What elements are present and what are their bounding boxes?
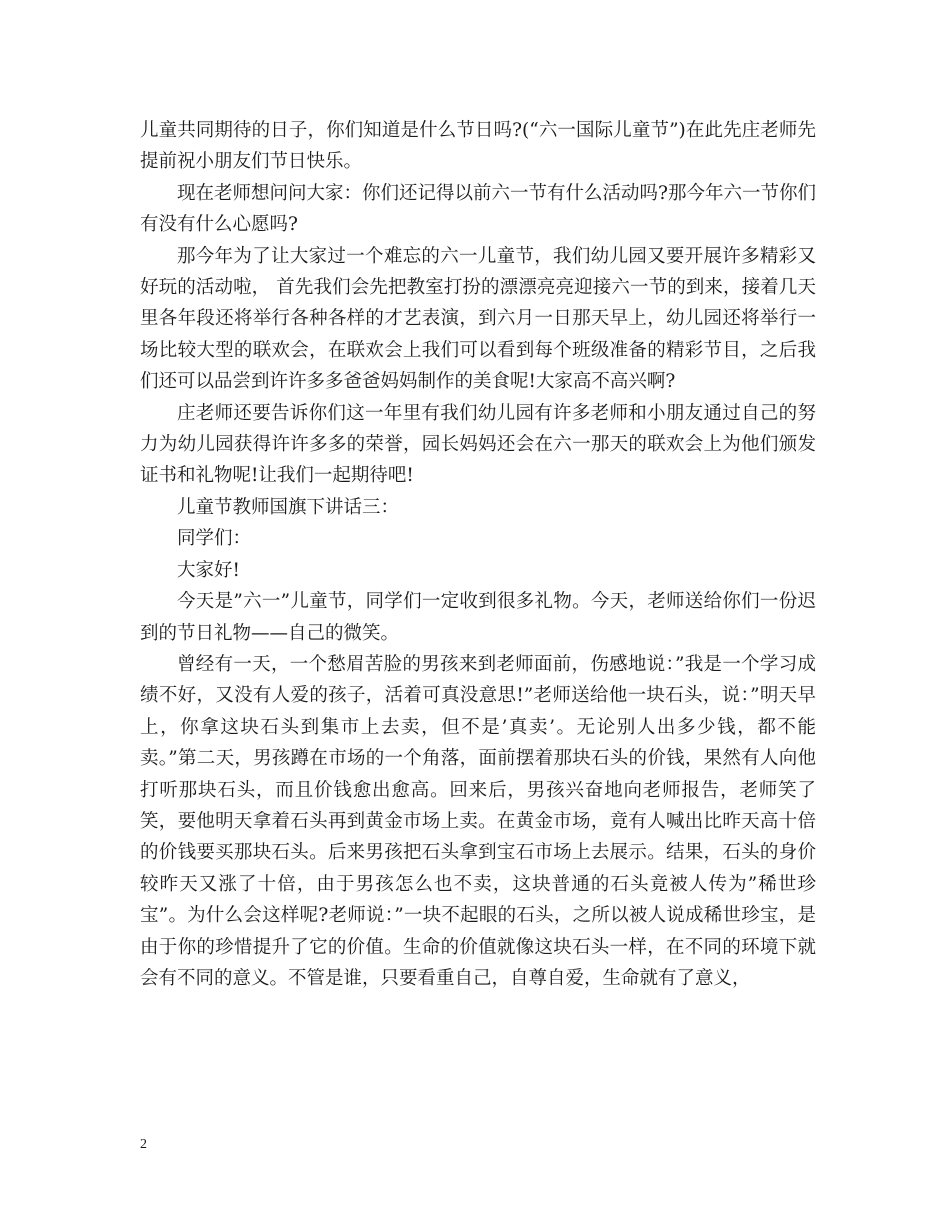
salutation: 同学们：: [177, 528, 252, 550]
paragraph: 曾经有一天，一个愁眉苦脸的男孩来到老师面前，伤感地说：”我是一个学习成绩不好，又没有人爱的孩子，活着可真没意思!”老师送给他一块石头，说：”明天早上，你拿这块石头到集市上去卖，但不是’真卖’。无论别人出多少钱，都不能卖。”第二天，男孩蹲在市场的一个角落，面前摆着那块石头的价钱，果然有人向他打听那块石头，而且价钱愈出愈高。回来后，男孩兴奋地向老师报告，老师笑了笑，要他明天拿着石头再到黄金市场上卖。在黄金市场，竟有人喊出比昨天高十倍的价钱要买那块石头。后来男孩把石头拿到宝石市场上去展示。结果，石头的身价较昨天又涨了十倍，由于男孩怎么也不卖，这块普通的石头竟被人传为”稀世珍宝”。为什么会这样呢?老师说：”一块不起眼的石头，之所以被人说成稀世珍宝，是由于你的珍惜提升了它的价值。生命的价值就像这块石头一样，在不同的环境下就会有不同的意义。不管是谁，只要看重自己，自尊自爱，生命就有了意义，: [140, 653, 816, 989]
body-text: [140, 115, 816, 994]
paragraph-continuation: 儿童共同期待的日子，你们知道是什么节日吗?(“六一国际儿童节”)在此先庄老师先提前祝小朋友们节日快乐。: [140, 120, 816, 173]
section-heading: 儿童节教师国旗下讲话三：: [177, 496, 400, 518]
paragraph: 庄老师还要告诉你们这一年里有我们幼儿园有许多老师和小朋友通过自己的努力为幼儿园获得许许多多的荣誉，园长妈妈还会在六一那天的联欢会上为他们颁发证书和礼物呢!让我们一起期待吧!: [140, 402, 816, 487]
page-number: 2: [140, 1137, 147, 1152]
paragraph: 现在老师想问问大家：你们还记得以前六一节有什么活动吗?那今年六一节你们有没有什么心愿吗?: [140, 182, 816, 236]
paragraph: 那今年为了让大家过一个难忘的六一儿童节，我们幼儿园又要开展许多精彩又好玩的活动啦， 首先我们会先把教室打扮的漂漂亮亮迎接六一节的到来，接着几天里各年段还将举行各种各样的才艺表演，到六月一日那天早上，幼儿园还将举行一场比较大型的联欢会，在联欢会上我们可以看到每个班级准备的精彩节目，之后我们还可以品尝到许许多多爸爸妈妈制作的美食呢!大家高不高兴啊?: [140, 245, 816, 393]
paragraph: 今天是”六一”儿童节，同学们一定收到很多礼物。今天，老师送给你们一份迟到的节日礼物——自己的微笑。: [140, 591, 816, 644]
greeting: 大家好!: [177, 559, 240, 581]
